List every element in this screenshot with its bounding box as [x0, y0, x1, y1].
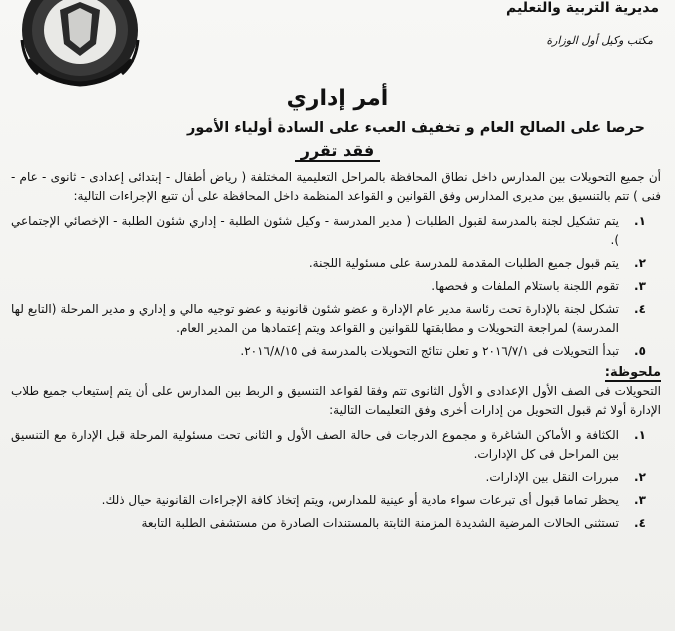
- document-title: أمر إداري: [286, 86, 389, 111]
- item-number: ٥.: [634, 344, 646, 358]
- list-item: [11, 468, 661, 487]
- list-item: [11, 491, 661, 510]
- item-text: الكثافة و الأماكن الشاغرة و مجموع الدرجات فى حالة الصف الأول و الثانى تحت مسئولية المرحلة قبل الإدارة مع التنسيق بين المراحل فى كل الإدارات.: [11, 428, 619, 461]
- decree-heading: [0, 140, 675, 162]
- list-item: [11, 342, 661, 361]
- decree-body: [11, 168, 661, 533]
- item-text: مبررات النقل بين الإدارات.: [485, 470, 619, 484]
- list-item: [11, 514, 661, 533]
- list-item: [11, 254, 661, 273]
- item-text: تشكل لجنة بالإدارة تحت رئاسة مدير عام الإدارة و عضو شئون قانونية و عضو توجيه مالي و إداري و مدير المرحلة (التابع لها المدرسة) لمراجعة التحويلات و مطابقتها للقوانين و القواعد ويتم إعتمادها من المدير العام.: [11, 302, 619, 335]
- item-text: تستثنى الحالات المرضية الشديدة المزمنة الثابتة بالمستندات الصادرة من مستشفى الطلبة التابعة: [141, 516, 619, 530]
- note-label: ملحوظة:: [604, 365, 661, 380]
- paragraph-transfers: أن جميع التحويلات بين المدارس داخل نطاق المحافظة بالمراحل التعليمية المختلفة ( رياض أطفال - إبتدائى إعدادى - ثانوى - عام - فنى ) تتم بالتنسيق بين مديرى المدارس وفق القوانين و القواعد المنظمة داخل المحافظة على أن تتبع الإجراءات التالية:: [11, 170, 661, 203]
- office-signature: مكتب وكيل أول الوزارة: [546, 34, 653, 47]
- item-text: تبدأ التحويلات فى ٢٠١٦/٧/١ و تعلن نتائج التحويلات بالمدرسة فى ٢٠١٦/٨/١٥.: [240, 344, 619, 358]
- item-text: يتم قبول جميع الطلبات المقدمة للمدرسة على مسئولية اللجنة.: [308, 256, 619, 270]
- item-number: ٢.: [634, 470, 646, 484]
- paragraph-note: التحويلات فى الصف الأول الإعدادى و الأول الثانوى تتم وفقا لقواعد التنسيق و الربط بين المدارس على أن يتم إستيعاب جميع طلاب الإدارة أولا ثم قبول التحويل من إدارات أخرى وفق التعليمات التالية:: [11, 384, 661, 417]
- emblem-seal-icon: [8, 0, 153, 88]
- list-item: [11, 212, 661, 250]
- item-number: ١.: [634, 428, 646, 442]
- list-item: [11, 277, 661, 296]
- item-number: ٤.: [634, 302, 646, 316]
- intro-line: حرصا على الصالح العام و تخفيف العبء على السادة أولياء الأمور: [186, 120, 645, 136]
- steps-list: [11, 212, 661, 361]
- list-item: [11, 426, 661, 464]
- directorate-header: مديرية التربية والتعليم: [506, 0, 659, 16]
- item-text: يحظر تماما قبول أى تبرعات سواء مادية أو عينية للمدارس، ويتم إتخاذ كافة الإجراءات القانونية حيال ذلك.: [101, 493, 619, 507]
- rules-list: [11, 426, 661, 533]
- list-item: [11, 300, 661, 338]
- item-number: ١.: [634, 214, 646, 228]
- item-text: يتم تشكيل لجنة بالمدرسة لقبول الطلبات ( مدير المدرسة - وكيل شئون الطلبة - إداري شئون الطلبة - الإخصائي الإجتماعي ).: [11, 214, 619, 247]
- item-text: تقوم اللجنة باستلام الملفات و فحصها.: [431, 279, 619, 293]
- decree-text: فقد تقرر: [295, 141, 381, 162]
- note-heading: [11, 363, 661, 382]
- item-number: ٢.: [634, 256, 646, 270]
- item-number: ٤.: [634, 516, 646, 530]
- item-number: ٣.: [634, 493, 646, 507]
- item-number: ٣.: [634, 279, 646, 293]
